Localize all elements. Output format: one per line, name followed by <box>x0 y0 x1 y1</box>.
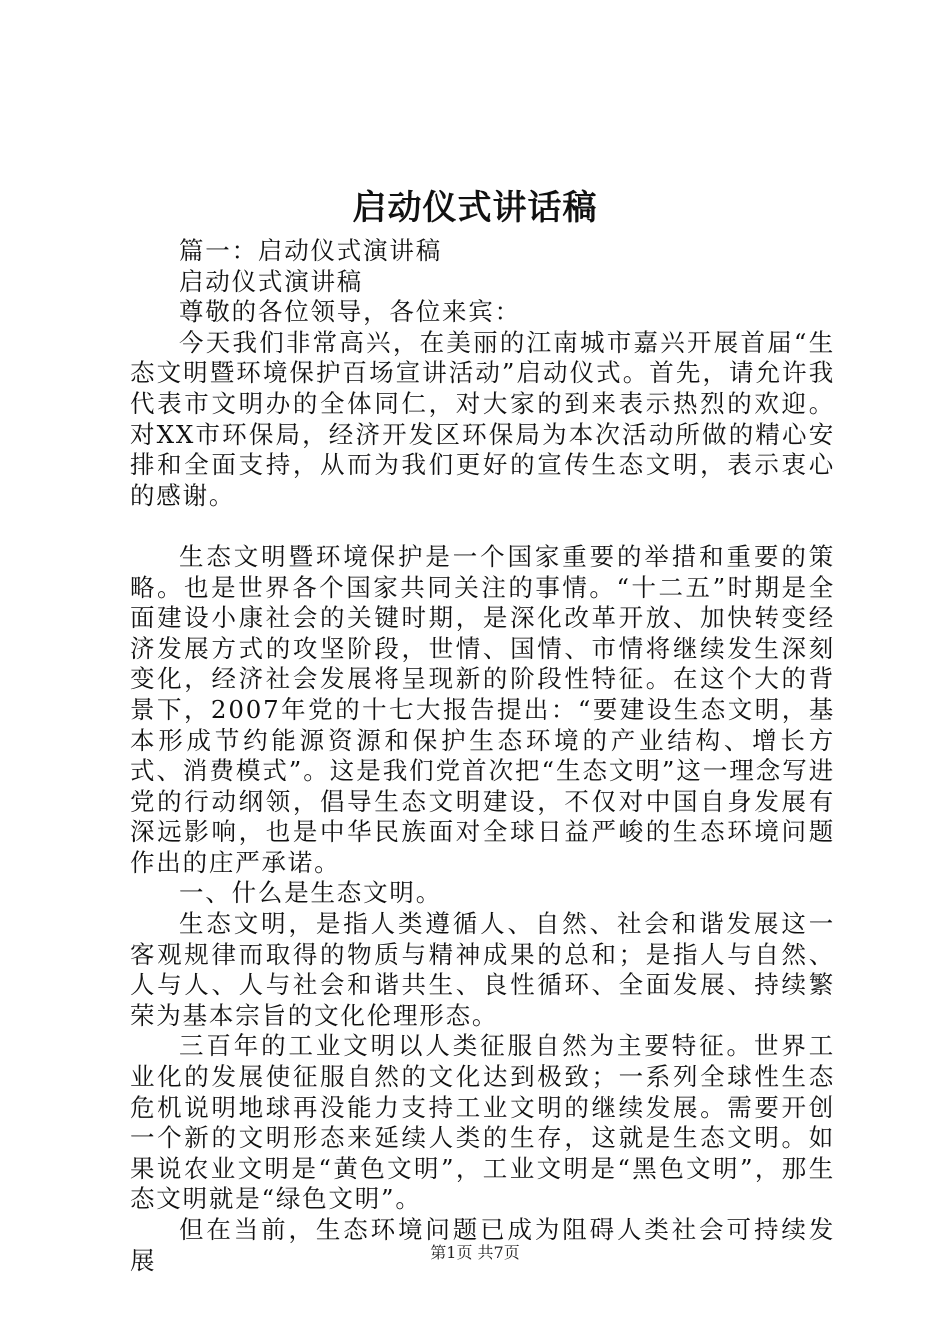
paragraph: 三百年的工业文明以人类征服自然为主要特征。世界工业化的发展使征服自然的文化达到极致；一系列全球性生态危机说明地球再没能力支持工业文明的继续发展。需要开创一个新的文明形态来延续人类的生存，这就是生态文明。如果说农业文明是“黄色文明”，工业文明是“黑色文明”，那生态文明就是“绿色文明”。 <box>130 1031 835 1214</box>
subheading: 一、什么是生态文明。 <box>179 878 442 908</box>
page-number: 第1页 共7页 <box>430 1243 520 1262</box>
paragraph: 今天我们非常高兴，在美丽的江南城市嘉兴开展首届“生态文明暨环境保护百场宣讲活动”启动仪式。首先，请允许我代表市文明办的全体同仁，对大家的到来表示热烈的欢迎。对XX市环保局，经济开发区环保局为本次活动所做的精心安排和全面支持，从而为我们更好的宣传生态文明，表示衷心的感谢。 <box>130 327 835 510</box>
document-body <box>130 236 835 1276</box>
document-title: 启动仪式讲话稿 <box>352 188 598 228</box>
paragraph: 生态文明暨环境保护是一个国家重要的举措和重要的策略。也是世界各个国家共同关注的事情。“十二五”时期是全面建设小康社会的关键时期，是深化改革开放、加快转变经济发展方式的攻坚阶段，世情、国情、市情将继续发生深刻变化，经济社会发展将呈现新的阶段性特征。在这个大的背景下，2007年党的十七大报告提出：“要建设生态文明，基本形成节约能源资源和保护生态环境的产业结构、增长方式、消费模式”。这是我们党首次把“生态文明”这一理念写进党的行动纲领，倡导生态文明建设，不仅对中国自身发展有深远影响，也是中华民族面对全球日益严峻的生态环境问题作出的庄严承诺。 <box>130 541 835 877</box>
paragraph: 生态文明，是指人类遵循人、自然、社会和谐发展这一客观规律而取得的物质与精神成果的总和；是指人与自然、人与人、人与社会和谐共生、良性循环、全面发展、持续繁荣为基本宗旨的文化伦理形态。 <box>130 909 835 1030</box>
paragraph: 但在当前，生态环境问题已成为阻碍人类社会可持续发展 <box>130 1215 835 1275</box>
section-heading: 篇一：启动仪式演讲稿 <box>179 236 442 265</box>
speech-title: 启动仪式演讲稿 <box>179 266 364 296</box>
salutation: 尊敬的各位领导，各位来宾： <box>179 297 521 327</box>
